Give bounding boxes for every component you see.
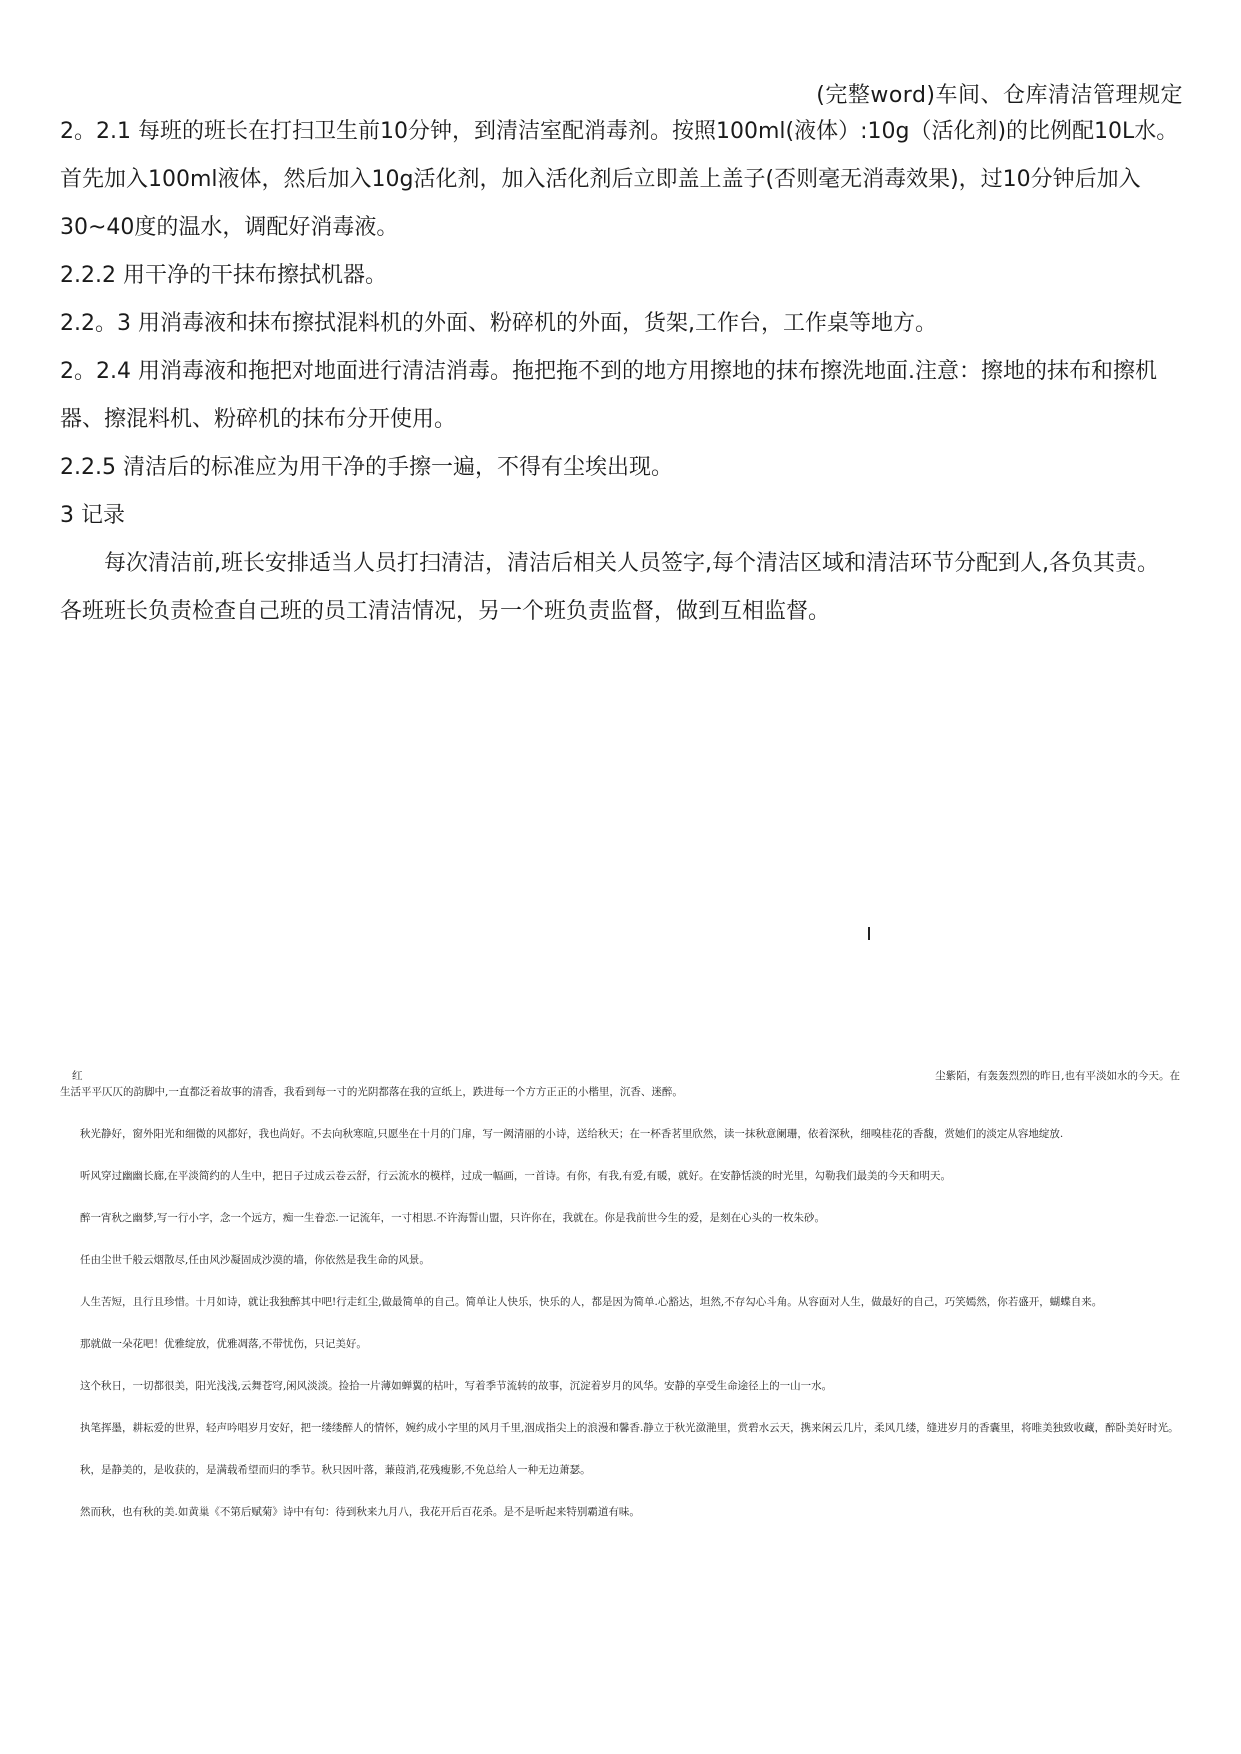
records-paragraph: 每次清洁前,班长安排适当人员打扫清洁，清洁后相关人员签字,每个清洁区域和清洁环节分配到人,各负其责。各班班长负责检查自己班的员工清洁情况，另一个班负责监督，做到互相监督。 (60, 551, 1159, 624)
essay-first-line: 尘紫陌，有轰轰烈烈的昨日,也有平淡如水的今天。在 (935, 1070, 1180, 1082)
essay-paragraph: 秋，是静美的，是收获的，是满载希望而归的季节。秋只因叶落，蒹葭消,花残瘦影,不免总给人一种无边萧瑟。 (80, 1464, 591, 1476)
page-header-title: (完整word)车间、仓库清洁管理规定 (816, 83, 1183, 108)
clause-2-2-4: 2。2.4 用消毒液和拖把对地面进行清洁消毒。拖把拖不到的地方用擦地的抹布擦洗地面.注意：擦地的抹布和擦机器、擦混料机、粉碎机的抹布分开使用。 (60, 359, 1157, 432)
clause-2-2-3: 2.2。3 用消毒液和抹布擦拭混料机的外面、粉碎机的外面，货架,工作台，工作桌等地方。 (60, 311, 937, 336)
main-content (60, 108, 1180, 636)
essay-paragraph: 生活平平仄仄的韵脚中,一直都泛着故事的清香，我看到每一寸的光阴都落在我的宣纸上，跌进每一个方方正正的小楷里，沉香、迷醉。 (60, 1086, 683, 1098)
essay-paragraph: 执笔挥墨，耕耘爱的世界，轻声吟唱岁月安好，把一缕缕醉人的情怀，婉约成小字里的风月千里,洇成指尖上的浪漫和馨香.静立于秋光潋滟里，赏碧水云天，携来闲云几片，柔风几缕，缝进岁月的香囊里，将唯美独致收藏，醉卧美好时光。 (80, 1422, 1179, 1434)
essay-paragraph: 这个秋日，一切都很美，阳光浅浅,云舞苍穹,闲风淡淡。捡拾一片薄如蝉翼的枯叶，写着季节流转的故事，沉淀着岁月的风华。安静的享受生命途径上的一山一水。 (80, 1380, 833, 1392)
essay-paragraph: 醉一宵秋之幽梦,写一行小字，念一个远方，痴一生眷恋.一记流年，一寸相思.不许海誓山盟，只许你在，我就在。你是我前世今生的爱，是刻在心头的一枚朱砂。 (80, 1212, 826, 1224)
clause-2-2-2: 2.2.2 用干净的干抹布擦拭机器。 (60, 263, 387, 288)
essay-first-row (60, 1068, 1180, 1084)
essay-paragraph: 秋光静好，窗外阳光和细微的风都好，我也尚好。不去向秋寒暄,只愿坐在十月的门扉，写一阙清丽的小诗，送给秋天；在一杯香茗里欣然，读一抹秋意阑珊，依着深秋，细嗅桂花的香馥，赏她们的淡定从容地绽放. (80, 1128, 1064, 1140)
essay-paragraph: 人生苦短，且行且珍惜。十月如诗，就让我独醉其中吧!行走红尘,做最简单的自己。简单让人快乐，快乐的人，都是因为简单.心豁达，坦然,不存勾心斗角。从容面对人生，做最好的自己，巧笑嫣然，你若盛开，蝴蝶自来。 (80, 1296, 1103, 1308)
clause-2-2-5: 2.2.5 清洁后的标准应为用干净的手擦一遍，不得有尘埃出现。 (60, 455, 673, 480)
section-heading-records: 3 记录 (60, 503, 125, 528)
essay-paragraph: 然而秋，也有秋的美.如黄巢《不第后赋菊》诗中有句：待到秋来九月八，我花开后百花杀。是不是听起来特别霸道有味。 (80, 1506, 640, 1518)
clause-2-2-1: 2。2.1 每班的班长在打扫卫生前10分钟，到清洁室配消毒剂。按照100ml(液体）:10g（活化剂)的比例配10L水。首先加入100ml液体，然后加入10g活化剂，加入活化剂后立即盖上盖子(否则毫无消毒效果)，过10分钟后加入30~40度的温水，调配好消毒液。 (60, 119, 1179, 240)
stray-mark (868, 927, 870, 940)
essay-paragraph: 听风穿过幽幽长廊,在平淡简约的人生中，把日子过成云卷云舒，行云流水的模样，过成一幅画，一首诗。有你，有我,有爱,有暖，就好。在安静恬淡的时光里，勾勒我们最美的今天和明天。 (80, 1170, 952, 1182)
essay-paragraph: 任由尘世千般云烟散尽,任由风沙凝固成沙漠的墙，你依然是我生命的风景。 (80, 1254, 430, 1266)
essay-paragraph: 那就做一朵花吧！优雅绽放，优雅凋落,不带忧伤，只记美好。 (80, 1338, 367, 1350)
essay-first-char: 红 (72, 1070, 83, 1082)
essay-section (60, 1068, 1180, 1520)
